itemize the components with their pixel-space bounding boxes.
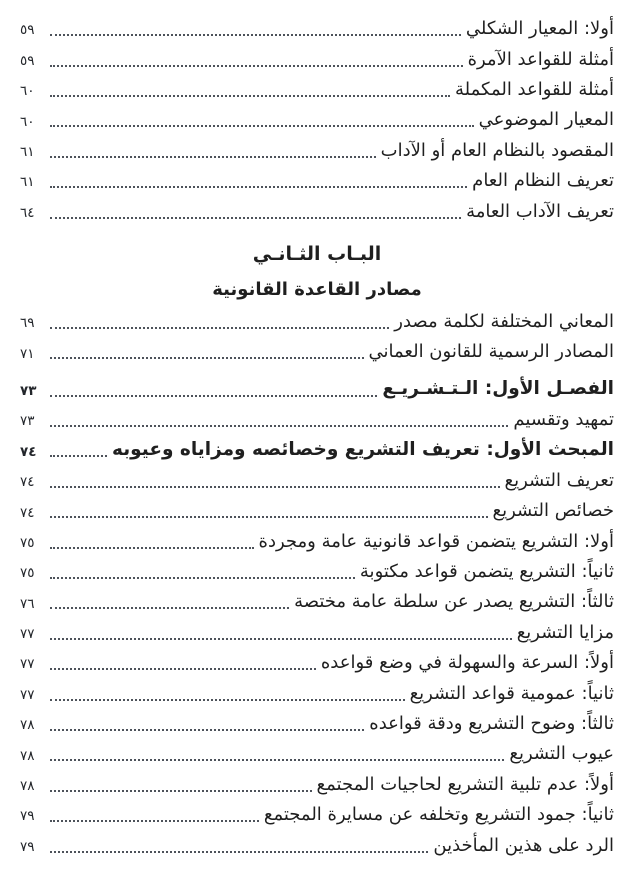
dotted-leader: [50, 125, 474, 127]
toc-entry-title: عيوب التشريع: [509, 743, 614, 765]
toc-entry: [20, 587, 614, 617]
toc-entry-title: مزايا التشريع: [516, 621, 614, 643]
toc-entry-title: المعاني المختلفة لكلمة مصدر: [394, 310, 614, 332]
dotted-leader: [50, 395, 377, 397]
toc-entry-title: ثالثاً: وضوح التشريع ودقة قواعده: [369, 713, 614, 734]
dotted-leader: [50, 65, 463, 67]
toc-entry-title: ثانياً: التشريع يتضمن قواعد مكتوبة: [359, 561, 614, 583]
toc-entry-page-number: ٧٧: [20, 686, 35, 703]
toc-entry: [20, 496, 614, 526]
toc-entry-title: المصادر الرسمية للقانون العماني: [368, 341, 614, 363]
toc-entry-title: تمهيد وتقسيم: [513, 409, 614, 431]
toc-entry-title: أولاً: عدم تلبية التشريع لحاجيات المجتمع: [316, 773, 614, 795]
toc-entry-title: ثانياً: عمومية قواعد التشريع: [409, 682, 614, 704]
toc-entry-page-number: ٧٣: [20, 413, 35, 430]
toc-entry-page-number: ٦٠: [20, 113, 35, 130]
toc-entry: [20, 166, 614, 196]
toc-entry: [20, 196, 614, 226]
toc-entry-title: ثالثاً: التشريع يصدر عن سلطة عامة مختصة: [294, 591, 614, 613]
toc-entry-title: أمثلة للقواعد الآمرة: [467, 48, 614, 70]
toc-entry: [20, 405, 614, 435]
toc-entry: [20, 307, 614, 337]
toc-entry: [20, 648, 614, 678]
toc-entry: [20, 526, 614, 556]
toc-entry-title: تعريف التشريع: [504, 469, 614, 491]
toc-entry: [20, 136, 614, 166]
toc-entry-page-number: ٧٥: [20, 565, 35, 582]
dotted-leader: [50, 851, 428, 853]
dotted-leader: [50, 729, 364, 731]
dotted-leader: [50, 577, 355, 579]
toc-entry-page-number: ٧٨: [20, 778, 35, 795]
toc-entry-page-number: ٥٩: [20, 22, 35, 39]
dotted-leader: [50, 486, 500, 488]
toc-entry: [20, 44, 614, 74]
toc-entry: [20, 709, 614, 739]
toc-entry-page-number: ٦١: [20, 174, 35, 191]
toc-entry: [20, 14, 614, 44]
toc-entry-title: ثانياً: جمود التشريع وتخلفه عن مسايرة المجتمع: [263, 804, 614, 826]
toc-entry: [20, 830, 614, 860]
toc-entry: [20, 739, 614, 769]
toc-entry-page-number: ٧١: [20, 345, 35, 362]
toc-entry: [20, 466, 614, 496]
toc-entry-page-number: ٦٤: [20, 204, 35, 221]
toc-entry-title: أمثلة للقواعد المكملة: [454, 78, 614, 100]
dotted-leader: [50, 638, 512, 640]
toc-entry-title: المبحث الأول: تعريف التشريع وخصائصه ومزاياه وعيوبه: [112, 439, 614, 461]
dotted-leader: [50, 34, 461, 36]
toc-entry-page-number: ٧٧: [20, 656, 35, 673]
toc-entry-page-number: ٧٥: [20, 534, 35, 551]
toc-entry-title: أولا: التشريع يتضمن قواعد قانونية عامة ومجردة: [258, 530, 614, 552]
dotted-leader: [50, 95, 450, 97]
dotted-leader: [50, 425, 508, 427]
toc-entry: [20, 337, 614, 367]
toc-entry: [20, 618, 614, 648]
dotted-leader: [50, 759, 504, 761]
toc-entry-chapter: [20, 375, 614, 405]
part-title: البـاب الثـانـي: [252, 242, 382, 265]
toc-entry-title: الفصـل الأول: الـتـشـريـع: [382, 378, 614, 400]
dotted-leader: [50, 186, 467, 188]
part-heading: [20, 239, 614, 305]
toc-entry-page-number: ٦٩: [20, 315, 35, 332]
toc-entry: [20, 75, 614, 105]
toc-entry-page-number: ٧٤: [20, 474, 35, 491]
toc-entry-page-number: ٧٤: [20, 504, 35, 521]
toc-entry-page-number: ٦١: [20, 144, 35, 160]
toc-entry-page-number: ٧٨: [20, 717, 35, 734]
dotted-leader: [50, 668, 316, 670]
toc-entry-page-number: ٦٠: [20, 83, 35, 100]
dotted-leader: [50, 357, 364, 359]
dotted-leader: [50, 790, 312, 792]
dotted-leader: [50, 455, 107, 457]
toc-entry-title: المعيار الموضوعي: [478, 109, 614, 131]
toc-entry: [20, 678, 614, 708]
part-subtitle: مصادر القاعدة القانونية: [212, 278, 422, 300]
dotted-leader: [50, 607, 289, 609]
toc-entry-title: خصائص التشريع: [492, 500, 614, 522]
toc-entry-title: تعريف النظام العام: [472, 170, 614, 192]
toc-entry-title: المقصود بالنظام العام أو الآداب: [380, 139, 614, 161]
toc-entry: [20, 800, 614, 830]
toc-entry-section: [20, 435, 614, 465]
toc-entry-page-number: ٧٦: [20, 595, 35, 612]
toc-entry-page-number: ٧٤: [20, 443, 37, 460]
toc-entry-page-number: ٧٨: [20, 747, 35, 764]
toc-entry-title: أولا: المعيار الشكلي: [465, 18, 614, 40]
toc-entry: [20, 770, 614, 800]
toc-entry-page-number: ٧٩: [20, 838, 35, 855]
toc-entry-page-number: ٧٧: [20, 626, 35, 643]
toc-entry: [20, 557, 614, 587]
toc-entry-title: الرد على هذين المأخذين: [433, 834, 614, 856]
toc-entry-title: تعريف الآداب العامة: [466, 200, 614, 222]
dotted-leader: [50, 217, 461, 219]
dotted-leader: [50, 156, 376, 158]
toc-entry-page-number: ٧٩: [20, 808, 35, 825]
dotted-leader: [50, 516, 488, 518]
toc-entry-title: أولاً: السرعة والسهولة في وضع قواعده: [320, 652, 614, 674]
dotted-leader: [50, 327, 389, 329]
toc-entry-page-number: ٥٩: [20, 52, 35, 69]
dotted-leader: [50, 699, 405, 701]
toc-entry: [20, 105, 614, 135]
toc-entry-page-number: ٧٣: [20, 382, 37, 399]
dotted-leader: [50, 547, 254, 549]
dotted-leader: [50, 820, 259, 822]
